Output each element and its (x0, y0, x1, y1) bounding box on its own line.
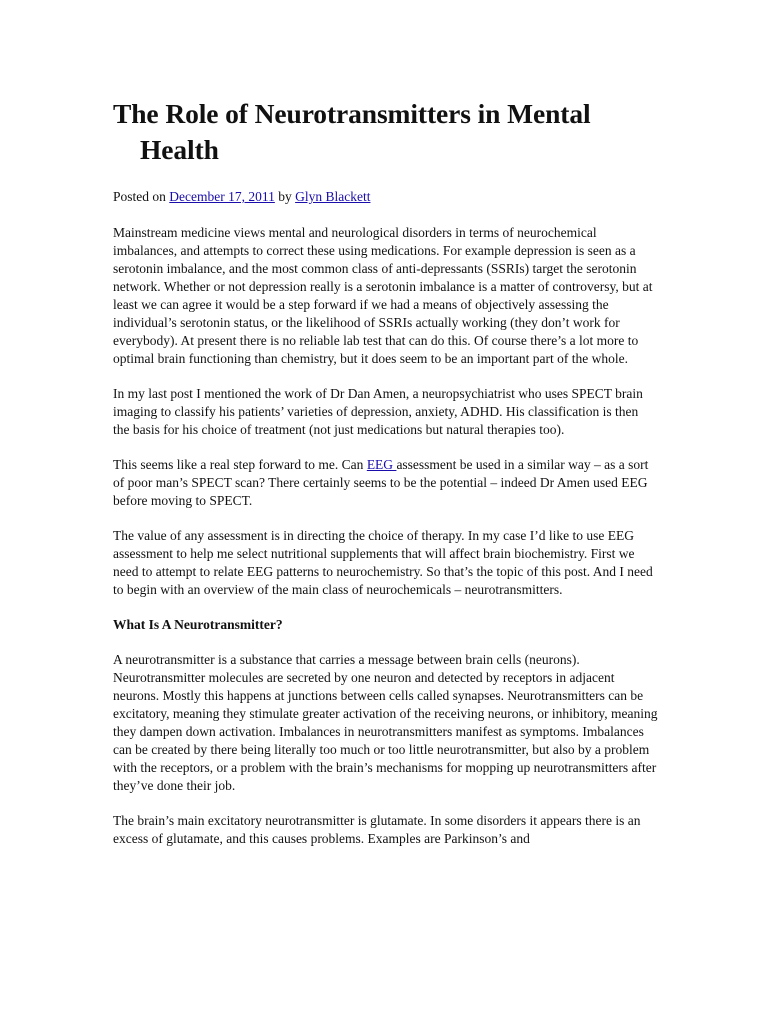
section-heading: What Is A Neurotransmitter? (113, 617, 283, 632)
author-link[interactable]: Glyn Blackett (295, 189, 371, 204)
paragraph-amen: In my last post I mentioned the work of Dr Dan Amen, a neuropsychiatrist who uses SPECT brain imaging to classify his patients’ varieties of depression, anxiety, ADHD. His classification is then the basis for his choice of treatment (not just medications but natural therapies too). (113, 386, 643, 437)
article-title: The Role of Neurotransmitters in Mental Health (113, 98, 591, 165)
paragraph-intro: Mainstream medicine views mental and neurological disorders in terms of neurochemical imbalances, and attempts to correct these using medications. For example depression is seen as a serotonin imbalance, and the most common class of anti-depressants (SSRIs) target the serotonin network. Whether or not depression really is a serotonin imbalance is a matter of controversy, but at least we can agree it would be a step forward if we had a means of objectively assessing the individual’s serotonin status, or the likelihood of SSRIs actually working (they don’t work for everybody). At present there is no reliable lab test that can do this. Of course there’s a lot more to optimal brain functioning than chemistry, but it does seem to be an important part of the whole. (113, 225, 653, 366)
post-meta (113, 188, 658, 206)
paragraph-eeg-after: assessment be used in a similar way – as a sort of poor man’s SPECT scan? There certainly seems to be the potential – indeed Dr Amen used EEG before moving to SPECT. (113, 457, 649, 508)
article (113, 96, 658, 865)
by-label: by (278, 189, 292, 204)
paragraph-assessment: The value of any assessment is in directing the choice of therapy. In my case I’d like to use EEG assessment to help me select nutritional supplements that will affect brain biochemistry. First we need to attempt to relate EEG patterns to neurochemistry. So that’s the topic of this post. And I need to begin with an overview of the main class of neurochemicals – neurotransmitters. (113, 528, 653, 597)
paragraph-glutamate: The brain’s main excitatory neurotransmitter is glutamate. In some disorders it appears there is an excess of glutamate, and this causes problems. Examples are Parkinson’s and (113, 813, 641, 846)
eeg-link[interactable]: EEG (366, 457, 397, 472)
paragraph-eeg-before: This seems like a real step forward to me. Can (113, 457, 367, 472)
paragraph-eeg (113, 456, 658, 510)
article-body (113, 224, 658, 848)
paragraph-neurotransmitter: A neurotransmitter is a substance that carries a message between brain cells (neurons). Neurotransmitter molecules are secreted by one neuron and detected by receptors in adjacent neurons. Mostly this happens at junctions between cells called synapses. Neurotransmitters can be excitatory, meaning they stimulate greater activation of the receiving neurons, or inhibitory, meaning they dampen down activation. Imbalances in neurotransmitters manifest as symptoms. Imbalances can be created by there being literally too much or too little neurotransmitter, but also by a problem with the receptors, or a problem with the brain’s mechanisms for mopping up neurotransmitters after they’ve done their job. (113, 652, 658, 793)
posted-on-label: Posted on (113, 189, 166, 204)
post-date-link[interactable]: December 17, 2011 (169, 189, 275, 204)
